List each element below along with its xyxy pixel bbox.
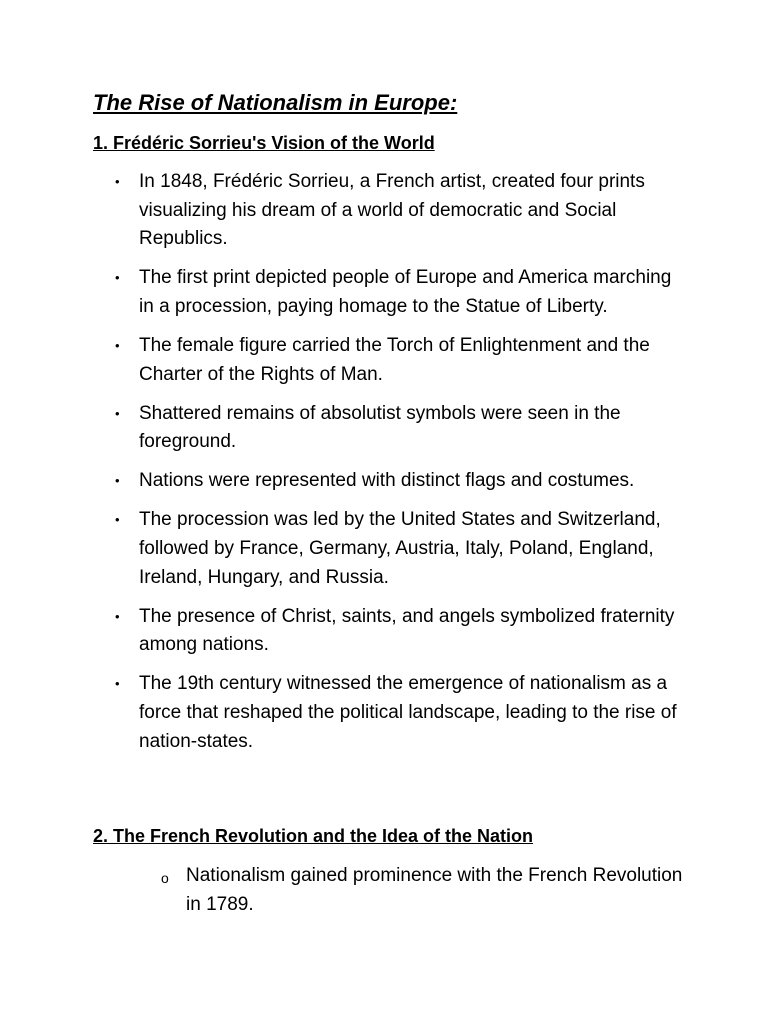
list-item-text: The first print depicted people of Europe and America marching in a procession, paying homage to the Statue of Liberty.	[139, 267, 672, 317]
list-item	[0, 670, 684, 756]
list-item-text: The 19th century witnessed the emergence of nationalism as a force that reshaped the political landscape, leading to the rise of nation-states.	[139, 673, 677, 752]
section-heading-2: 2. The French Revolution and the Idea of the Nation	[93, 826, 534, 846]
document-title: The Rise of Nationalism in Europe:	[93, 90, 458, 115]
list-item	[0, 506, 684, 592]
list-item	[0, 862, 686, 919]
list-item-text: The female figure carried the Torch of Enlightenment and the Charter of the Rights of Man.	[139, 334, 650, 385]
bullet-icon: •	[115, 608, 120, 624]
list-item	[0, 332, 684, 389]
list-item	[0, 603, 684, 660]
bullet-icon: •	[115, 405, 120, 421]
list-item	[0, 400, 684, 457]
list-item-text: Shattered remains of absolutist symbols were seen in the foreground.	[139, 402, 621, 453]
circle-bullet-icon: o	[161, 870, 169, 886]
list-item	[0, 168, 684, 254]
list-item-text: Nationalism gained prominence with the French Revolution in 1789.	[186, 865, 683, 915]
bullet-icon: •	[115, 676, 120, 692]
bullet-icon: •	[115, 473, 120, 489]
list-item-text: Nations were represented with distinct flags and costumes.	[139, 470, 635, 492]
section-1-bullet-list	[0, 168, 684, 767]
list-item-text: The procession was led by the United States and Switzerland, followed by France, Germany, Austria, Italy, Poland, England, Ireland, Hungary, and Russia.	[139, 509, 661, 588]
list-item-text: The presence of Christ, saints, and angels symbolized fraternity among nations.	[139, 605, 675, 656]
list-item	[0, 467, 684, 496]
list-item-text: In 1848, Frédéric Sorrieu, a French artist, created four prints visualizing his dream of a world of democratic and Social Republics.	[139, 171, 645, 250]
list-item	[0, 264, 684, 321]
section-heading-1: 1. Frédéric Sorrieu's Vision of the World	[93, 133, 435, 153]
bullet-icon: •	[115, 174, 120, 189]
bullet-icon: •	[115, 337, 120, 353]
section-2-bullet-list	[0, 862, 686, 930]
bullet-icon: •	[115, 512, 120, 528]
bullet-icon: •	[115, 270, 120, 286]
